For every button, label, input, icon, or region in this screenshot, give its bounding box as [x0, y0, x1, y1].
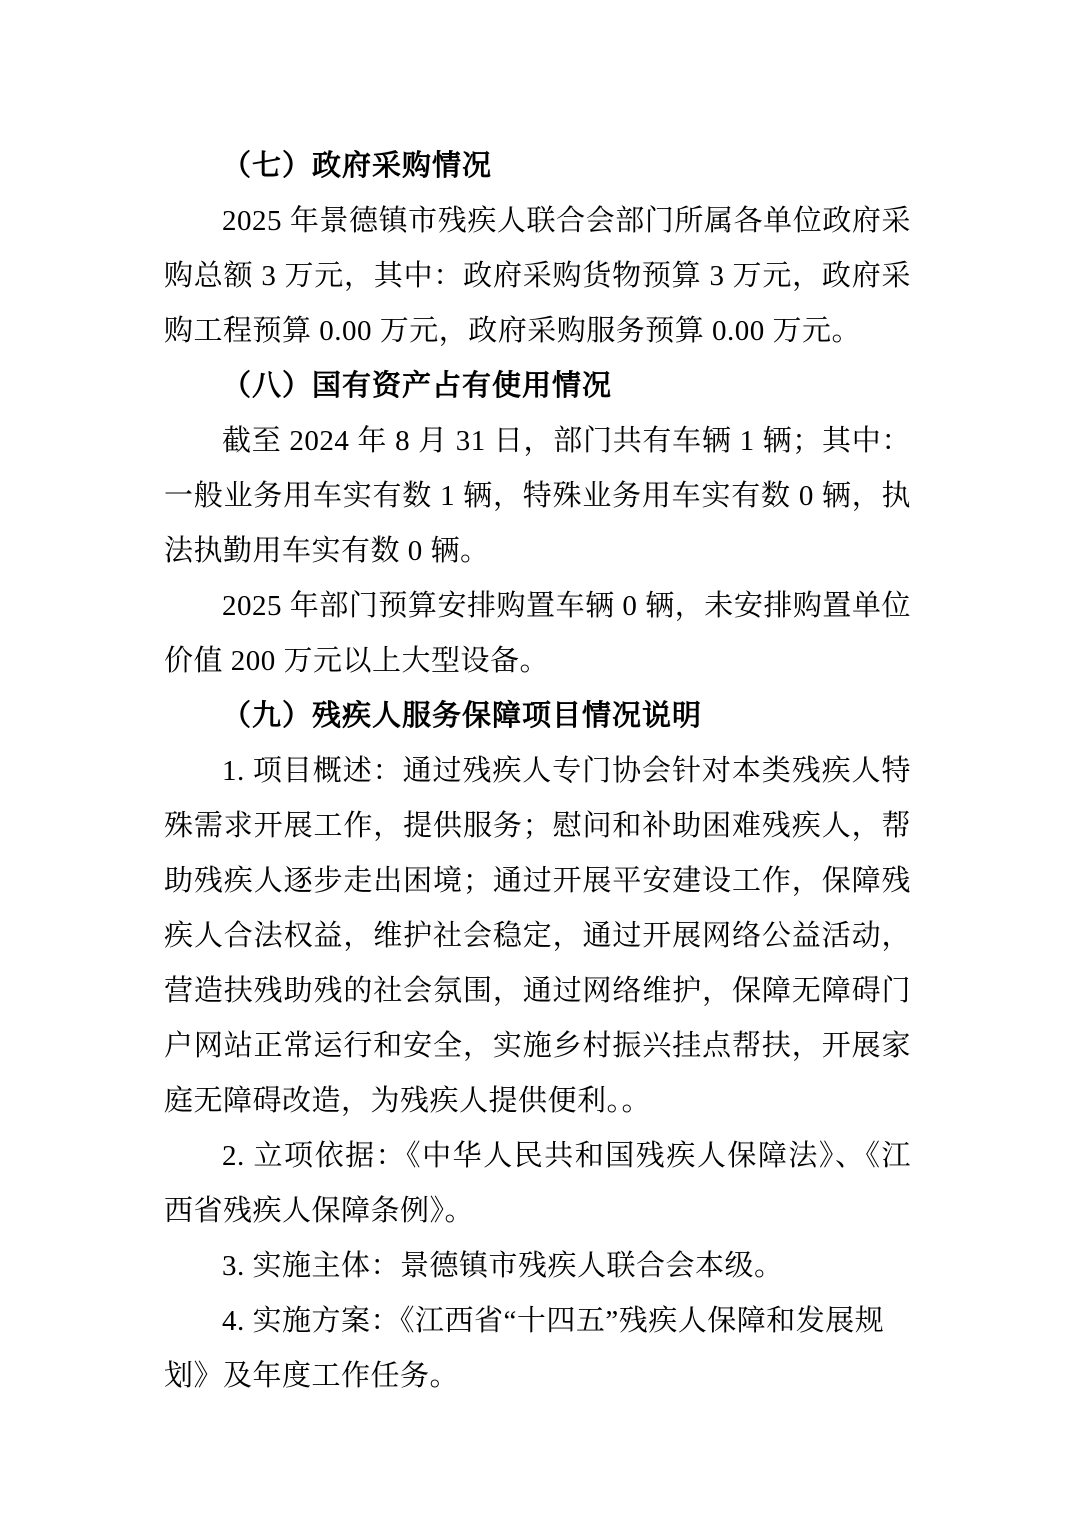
section-heading-disabled-services-project: （九）残疾人服务保障项目情况说明	[222, 700, 703, 732]
paragraph-vehicle-holdings: 截至 2024 年 8 月 31 日，部门共有车辆 1 辆；其中：一般业务用车实有数 1 辆，特殊业务用车实有数 0 辆，执法执勤用车实有数 0 辆。	[164, 425, 911, 567]
paragraph-project-implementing-body: 3. 实施主体：景德镇市残疾人联合会本级。	[222, 1250, 784, 1282]
document-body	[164, 139, 911, 1404]
paragraph-project-implementation-plan: 4. 实施方案：《江西省“十四五”残疾人保障和发展规划》及年度工作任务。	[164, 1305, 885, 1392]
section-heading-state-assets: （八）国有资产占有使用情况	[222, 370, 613, 402]
paragraph-project-legal-basis: 2. 立项依据：《中华人民共和国残疾人保障法》、《江西省残疾人保障条例》。	[164, 1140, 911, 1227]
paragraph-government-procurement: 2025 年景德镇市残疾人联合会部门所属各单位政府采购总额 3 万元，其中：政府采购货物预算 3 万元，政府采购工程预算 0.00 万元，政府采购服务预算 0.00 万元。	[164, 205, 911, 347]
paragraph-vehicle-budget: 2025 年部门预算安排购置车辆 0 辆，未安排购置单位价值 200 万元以上大型设备。	[164, 590, 911, 677]
section-heading-government-procurement: （七）政府采购情况	[222, 150, 493, 182]
paragraph-project-overview: 1. 项目概述：通过残疾人专门协会针对本类残疾人特殊需求开展工作，提供服务；慰问和补助困难残疾人，帮助残疾人逐步走出困境；通过开展平安建设工作，保障残疾人合法权益，维护社会稳定，通过开展网络公益活动，营造扶残助残的社会氛围，通过网络维护，保障无障碍门户网站正常运行和安全，实施乡村振兴挂点帮扶，开展家庭无障碍改造，为残疾人提供便利。。	[164, 755, 911, 1117]
